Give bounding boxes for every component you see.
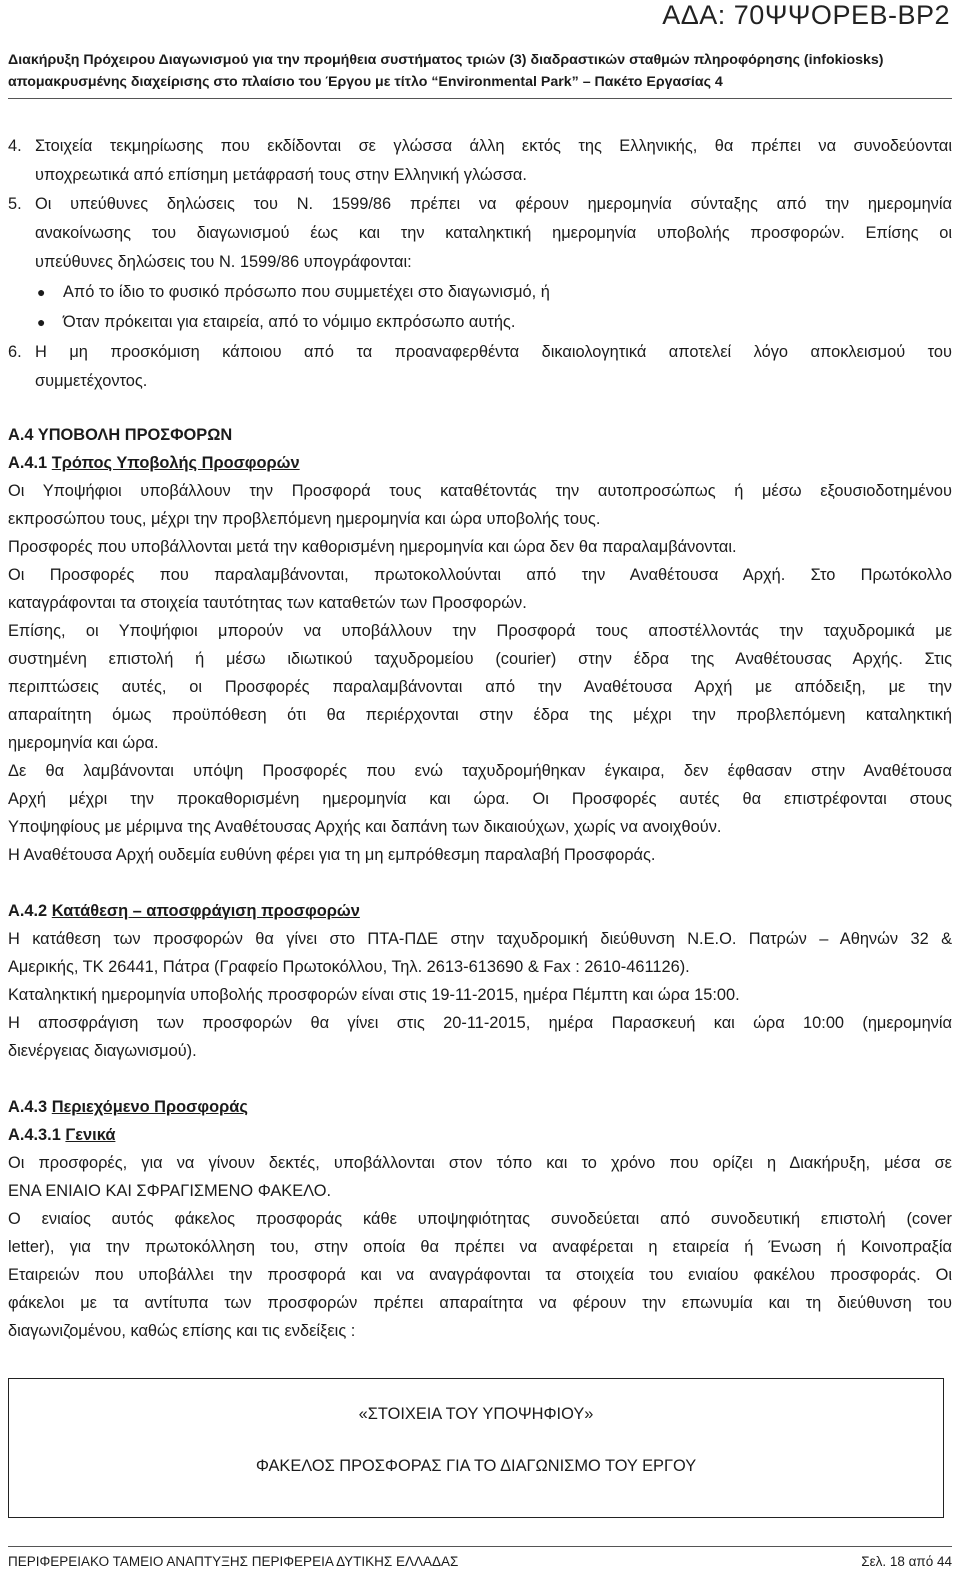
item-4-line-1: Στοιχεία τεκμηρίωσης που εκδίδονται σε γλώσσα άλλη εκτός της Ελληνικής, θα πρέπει να συνοδεύονται [35,137,952,155]
subsection-number: Α.4.1 [8,454,48,472]
paragraph-line: συστημένη επιστολή ή μέσω ιδιωτικού ταχυδρομείου (courier) στην έδρα της Αναθέτουσας Αρχής. Στις [8,650,952,668]
footer-organization: ΠΕΡΙΦΕΡΕΙΑΚΟ ΤΑΜΕΙΟ ΑΝΑΠΤΥΞΗΣ ΠΕΡΙΦΕΡΕΙΑ ΔΥΤΙΚΗΣ ΕΛΛΑΔΑΣ [8,1554,459,1569]
subsection-heading-a42 [8,900,952,922]
paragraph-line: Η αποσφράγιση των προσφορών θα γίνει στις 20-11-2015, ημέρα Παρασκευή και ώρα 10:00 (ημερομηνία [8,1014,952,1032]
item-5-line-2: ανακοίνωσης του διαγωνισμού έως και την καταληκτική ημερομηνία υποβολής προσφορών. Επίσης οι [35,224,952,242]
paragraph-line: Οι Υποψήφιοι υποβάλλουν την Προσφορά τους καταθέτοντάς την αυτοπροσώπως ή μέσω εξουσιοδοτημένου [8,482,952,500]
subsection-number: Α.4.2 [8,902,48,920]
envelope-label-line-2: ΦΑΚΕΛΟΣ ΠΡΟΣΦΟΡΑΣ ΓΙΑ ΤΟ ΔΙΑΓΩΝΙΣΜΟ ΤΟΥ ΕΡΓΟΥ [255,1457,697,1475]
envelope-label-line-1: «ΣΤΟΙΧΕΙΑ ΤΟΥ ΥΠΟΨΗΦΙΟΥ» [358,1405,594,1423]
paragraph-line: Επίσης, οι Υποψήφιοι μπορούν να υποβάλλουν την Προσφορά τους αποστέλλοντάς την ταχυδρομικά με [8,622,952,640]
page-number: Σελ. 18 από 44 [861,1554,952,1569]
paragraph-line: Οι προσφορές, για να γίνουν δεκτές, υποβάλλονται στον τόπο και το χρόνο που ορίζει η Διακήρυξη, μέσα σε [8,1154,952,1172]
paragraph-line: ΕΝΑ ΕΝΙΑΙΟ ΚΑΙ ΣΦΡΑΓΙΣΜΕΝΟ ΦΑΚΕΛΟ. [8,1182,332,1200]
paragraph-line: καταγράφονται τα στοιχεία ταυτότητας των καταθετών των Προσφορών. [8,594,527,612]
paragraph-line: letter), για την πρωτοκόλληση του, στην οποία θα πρέπει να αναφέρεται η εταιρεία ή Ένωση ή Κοινοπραξία [8,1238,952,1256]
subsection-heading-a41 [8,452,952,474]
paragraph-line: απαραίτητη όμως προϋπόθεση ότι θα περιέρχονται στην έδρα της μέχρι την προβλεπόμενη καταληκτική [8,706,952,724]
subsection-number: Α.4.3 [8,1098,48,1116]
paragraph-line: φάκελοι με τα αντίτυπα των προσφορών πρέπει απαραίτητα να φέρουν την επωνυμία και τη διεύθυνση του [8,1294,952,1312]
ada-stamp: ΑΔΑ: 70ΨΨΟΡΕΒ-ΒΡ2 [662,0,950,30]
subsection-heading-a431 [8,1124,952,1146]
subsection-title: Κατάθεση – αποσφράγιση προσφορών [51,902,360,920]
item-number-4: 4. [8,137,22,155]
paragraph-line: διαγωνιζομένου, καθώς επίσης και τις ενδείξεις : [8,1322,356,1340]
paragraph-line: διενέργειας διαγωνισμού). [8,1042,197,1060]
footer-divider [8,1546,952,1547]
paragraph-line: Δε θα λαμβάνονται υπόψη Προσφορές που ενώ ταχυδρομήθηκαν έγκαιρα, δεν έφθασαν στην Αναθέτουσα [8,762,952,780]
bullet-item-1: Από το ίδιο το φυσικό πρόσωπο που συμμετέχει στο διαγωνισμό, ή [63,283,550,301]
paragraph-line: Υποψηφίους με μέριμνα της Αναθέτουσας Αρχής και δαπάνη των δικαιούχων, χωρίς να ανοιχθούν. [8,818,722,836]
paragraph-line: Η κατάθεση των προσφορών θα γίνει στο ΠΤΑ-ΠΔΕ στην ταχυδρομική διεύθυνση Ν.Ε.Ο. Πατρών – Αθηνών 32 & [8,930,952,948]
paragraph-line: εκπροσώπου τους, μέχρι την προβλεπόμενη ημερομηνία και ώρα υποβολής τους. [8,510,601,528]
paragraph-line: Εταιρειών που υποβάλλει την προσφορά και να αναγράφονται τα στοιχεία του ενιαίου φακέλου προσφοράς. Οι [8,1266,952,1284]
item-6-line-2: συμμετέχοντος. [35,372,148,390]
subsection-heading-a43 [8,1096,952,1118]
item-number-5: 5. [8,195,22,213]
paragraph-line: Αμερικής, ΤΚ 26441, Πάτρα (Γραφείο Πρωτοκόλλου, Τηλ. 2613-613690 & Fax : 2610-461126). [8,958,690,976]
document-header-line-2: απομακρυσμένης διαχείρισης στο πλαίσιο του Έργου με τίτλο “Environmental Park” – Πακέτο Εργασίας 4 [8,74,723,90]
section-heading-a4: Α.4 ΥΠΟΒΟΛΗ ΠΡΟΣΦΟΡΩΝ [8,426,233,444]
bullet-icon: ● [37,284,46,300]
paragraph-line: Προσφορές που υποβάλλονται μετά την καθορισμένη ημερομηνία και ώρα δεν θα παραλαμβάνονται. [8,538,737,556]
item-number-6: 6. [8,343,22,361]
paragraph-line: Ο ενιαίος αυτός φάκελος προσφοράς κάθε υποψηφιότητας συνοδεύεται από συνοδευτική επιστολή (cover [8,1210,952,1228]
subsection-title: Τρόπος Υποβολής Προσφορών [51,454,300,472]
item-4-line-2: υποχρεωτικά από επίσημη μετάφρασή τους στην Ελληνική γλώσσα. [35,166,527,184]
bullet-icon: ● [37,314,46,330]
paragraph-line: Οι Προσφορές που παραλαμβάνονται, πρωτοκολλούνται από την Αναθέτουσα Αρχή. Στο Πρωτόκολλο [8,566,952,584]
paragraph-line: Καταληκτική ημερομηνία υποβολής προσφορών είναι στις 19-11-2015, ημέρα Πέμπτη και ώρα 15:00. [8,986,740,1004]
document-header-line-1: Διακήρυξη Πρόχειρου Διαγωνισμού για την προμήθεια συστήματος τριών (3) διαδραστικών σταθμών πληροφόρησης (infokiosks) [8,52,884,68]
paragraph-line: ημερομηνία και ώρα. [8,734,159,752]
header-divider [8,98,952,99]
subsection-number: Α.4.3.1 [8,1126,61,1144]
subsection-title: Γενικά [65,1126,116,1144]
envelope-label-box [8,1378,944,1518]
subsection-title: Περιεχόμενο Προσφοράς [51,1098,248,1116]
paragraph-line: Η Αναθέτουσα Αρχή ουδεμία ευθύνη φέρει για τη μη εμπρόθεσμη παραλαβή Προσφοράς. [8,846,656,864]
item-5-line-3: υπεύθυνες δηλώσεις του Ν. 1599/86 υπογράφονται: [35,253,412,271]
paragraph-line: περιπτώσεις αυτές, οι Προσφορές παραλαμβάνονται από την Αναθέτουσα Αρχή με απόδειξη, με την [8,678,952,696]
paragraph-line: Αρχή μέχρι την προκαθορισμένη ημερομηνία και ώρα. Οι Προσφορές αυτές θα επιστρέφονται στους [8,790,952,808]
item-5-line-1: Οι υπεύθυνες δηλώσεις του Ν. 1599/86 πρέπει να φέρουν ημερομηνία σύνταξης από την ημερομηνία [35,195,952,213]
item-6-line-1: Η μη προσκόμιση κάποιου από τα προαναφερθέντα δικαιολογητικά αποτελεί λόγο αποκλεισμού του [35,343,952,361]
bullet-item-2: Όταν πρόκειται για εταιρεία, από το νόμιμο εκπρόσωπο αυτής. [63,313,516,331]
